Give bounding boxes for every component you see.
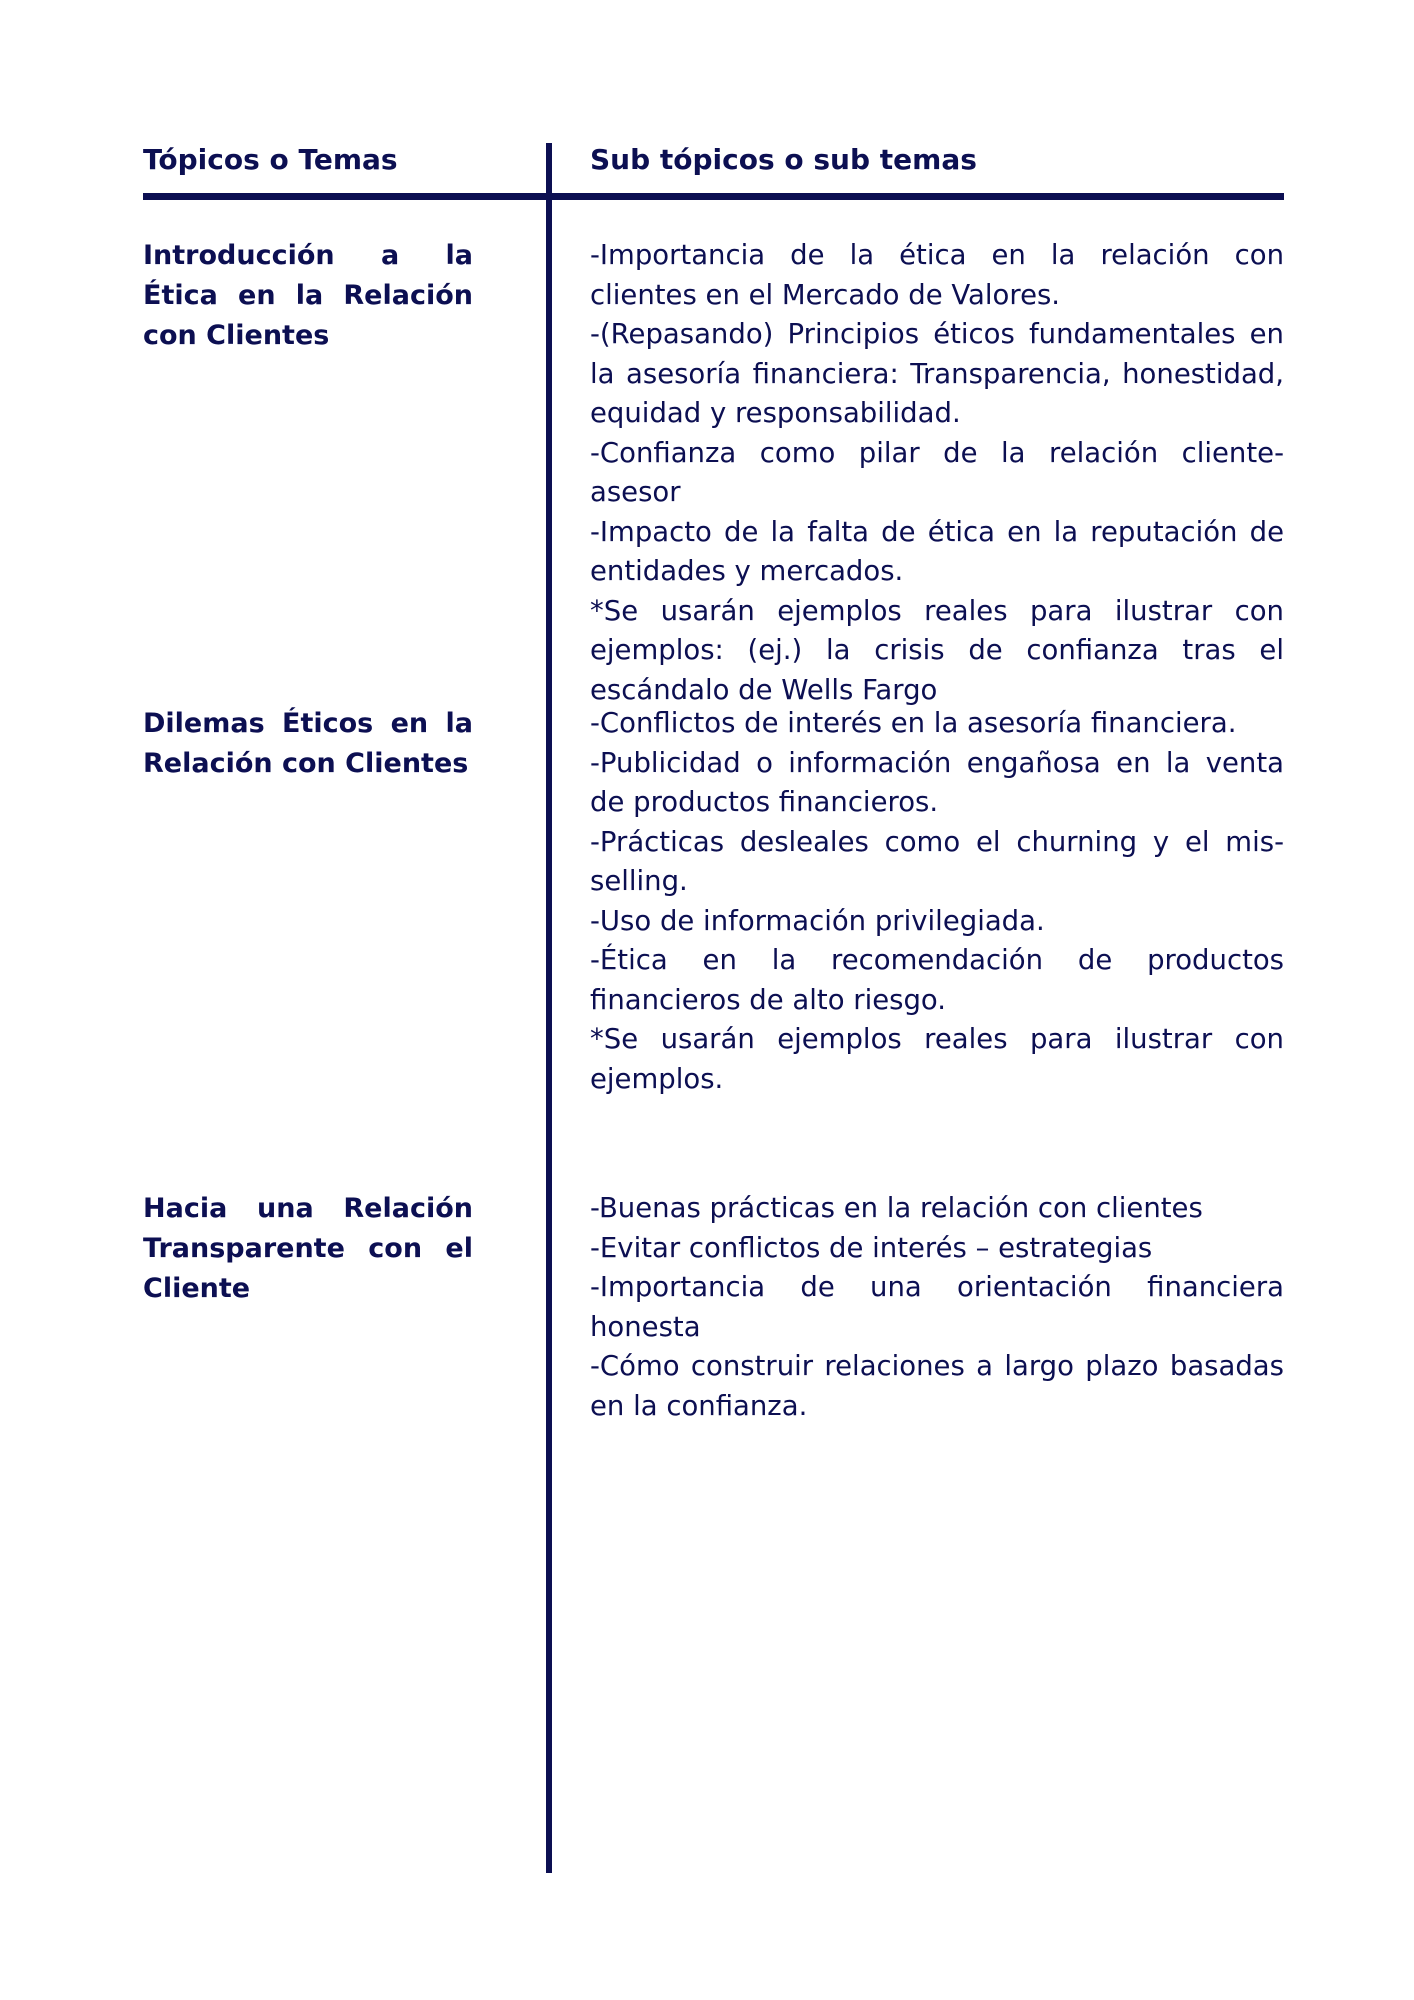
subtopic-item: *Se usarán ejemplos reales para ilustrar con ejemplos.	[590, 1023, 1284, 1095]
subtopic-item: -Evitar conflictos de interés – estrategias	[590, 1231, 1153, 1264]
subtopic-list	[590, 236, 1284, 710]
subtopic-item: *Se usarán ejemplos reales para ilustrar con ejemplos: (ej.) la crisis de confianza tras el escándalo de Wells Fargo	[590, 594, 1284, 706]
header-divider	[143, 193, 1284, 200]
subtopic-item: -Buenas prácticas en la relación con clientes	[590, 1192, 1203, 1224]
subtopic-list	[590, 704, 1284, 1099]
subtopic-item: -Ética en la recomendación de productos financieros de alto riesgo.	[590, 944, 1284, 1016]
subtopic-list	[590, 1189, 1284, 1426]
subtopic-item: -Impacto de la falta de ética en la reputación de entidades y mercados.	[590, 515, 1284, 587]
topic-title: Hacia una Relación Transparente con el Cliente	[143, 1193, 473, 1304]
subtopic-item: -Publicidad o información engañosa en la venta de productos financieros.	[590, 746, 1284, 818]
subtopic-item: -Uso de información privilegiada.	[590, 904, 1045, 937]
subtopic-item: -Conflictos de interés en la asesoría financiera.	[590, 707, 1237, 739]
subtopic-item: -Importancia de una orientación financiera honesta	[590, 1271, 1284, 1343]
subtopic-item: -Prácticas desleales como el churning y el mis-selling.	[590, 825, 1284, 897]
subtopic-item: -Cómo construir relaciones a largo plazo basadas en la confianza.	[590, 1350, 1284, 1422]
column-divider	[546, 143, 552, 1873]
column-header-topics: Tópicos o Temas	[143, 143, 398, 176]
subtopic-item: -Importancia de la ética en la relación con clientes en el Mercado de Valores.	[590, 239, 1284, 311]
subtopic-item: -(Repasando) Principios éticos fundamentales en la asesoría financiera: Transparencia, honestidad, equidad y responsabilidad.	[590, 318, 1284, 429]
topic-title: Introducción a la Ética en la Relación con Clientes	[143, 240, 473, 351]
column-header-subtopics: Sub tópicos o sub temas	[590, 143, 977, 176]
topic-title: Dilemas Éticos en la Relación con Clientes	[143, 708, 473, 779]
subtopic-item: -Confianza como pilar de la relación cliente-asesor	[590, 436, 1284, 508]
